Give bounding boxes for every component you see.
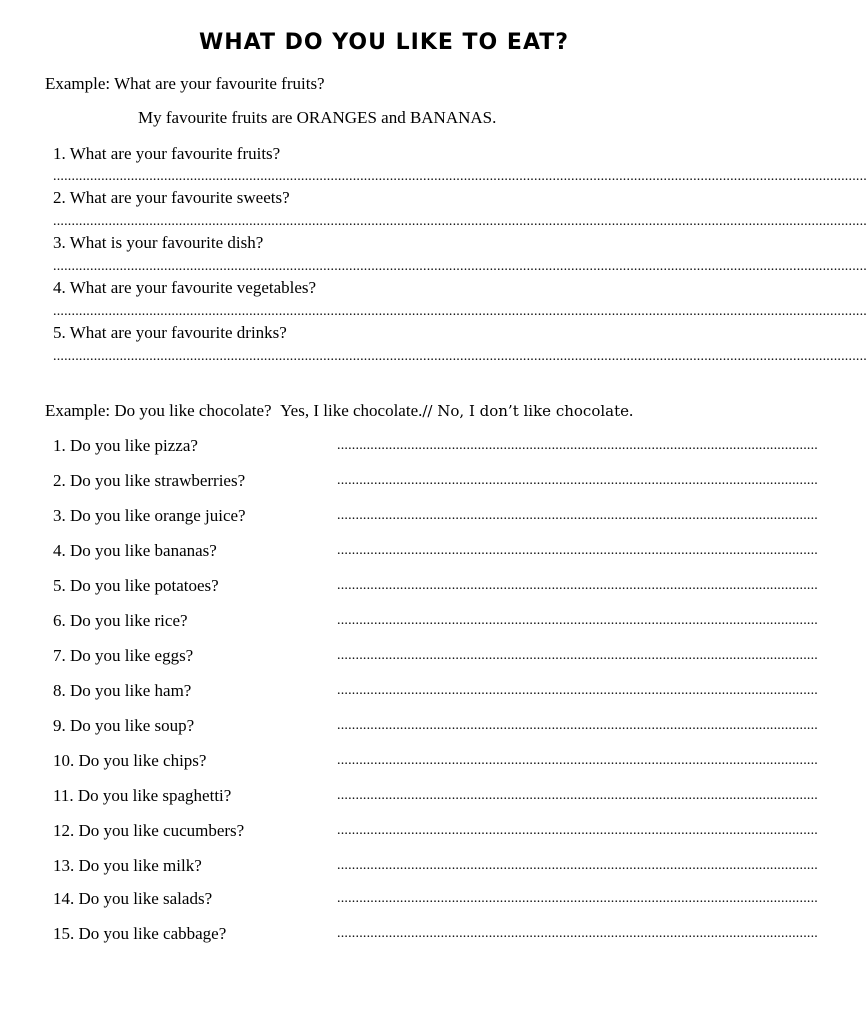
do-you-like-question: 12. Do you like cucumbers? [53, 821, 245, 840]
favourite-question: 4. What are your favourite vegetables? [53, 278, 317, 297]
do-you-like-question: 10. Do you like chips? [53, 751, 207, 770]
answer-line[interactable]: .................................................................................................................................. [337, 508, 818, 523]
answer-line[interactable]: .................................................................................................................................. [337, 718, 818, 733]
answer-line[interactable]: .................................................................................................................................. [337, 788, 818, 803]
answer-line[interactable]: .................................................................................................................................. [337, 753, 818, 768]
answer-line[interactable]: .................................................................................................................................. [337, 891, 818, 906]
example-yes-answer: Yes, I like chocolate. [280, 401, 423, 420]
do-you-like-question: 13. Do you like milk? [53, 856, 202, 875]
answer-line[interactable]: .................................................................................................................................. [337, 438, 818, 453]
do-you-like-question: 4. Do you like bananas? [53, 541, 217, 560]
answer-line[interactable]: .................................................................................................................................. [337, 578, 818, 593]
example-no-answer: No, I don’t like chocolate [432, 402, 629, 420]
do-you-like-question: 14. Do you like salads? [53, 889, 213, 908]
answer-line[interactable]: ............................................................................................................................................................................................................................ [53, 214, 867, 229]
answer-line[interactable]: .................................................................................................................................. [337, 648, 818, 663]
do-you-like-question: 8. Do you like ham? [53, 681, 192, 700]
do-you-like-question: 6. Do you like rice? [53, 611, 188, 630]
answer-line[interactable]: .................................................................................................................................. [337, 543, 818, 558]
answer-line[interactable]: .................................................................................................................................. [337, 858, 818, 873]
do-you-like-question: 1. Do you like pizza? [53, 436, 198, 455]
answer-line[interactable]: .................................................................................................................................. [337, 613, 818, 628]
favourite-question: 5. What are your favourite drinks? [53, 323, 287, 342]
do-you-like-question: 2. Do you like strawberries? [53, 471, 246, 490]
favourite-question: 2. What are your favourite sweets? [53, 188, 290, 207]
example-do-you-like: Example: Do you like chocolate? [45, 401, 272, 420]
do-you-like-question: 3. Do you like orange juice? [53, 506, 246, 525]
page-title: WHAT DO YOU LIKE TO EAT? [198, 30, 570, 55]
example-separator: // [422, 402, 433, 420]
do-you-like-question: 7. Do you like eggs? [53, 646, 194, 665]
answer-line[interactable]: ............................................................................................................................................................................................................................ [53, 349, 867, 364]
do-you-like-question: 5. Do you like potatoes? [53, 576, 219, 595]
do-you-like-question: 9. Do you like soup? [53, 716, 195, 735]
answer-line[interactable]: .................................................................................................................................. [337, 926, 818, 941]
example-question-1: Example: What are your favourite fruits? [45, 74, 325, 93]
do-you-like-question: 11. Do you like spaghetti? [53, 786, 232, 805]
favourite-question: 3. What is your favourite dish? [53, 233, 264, 252]
answer-line[interactable]: ............................................................................................................................................................................................................................ [53, 259, 867, 274]
answer-line[interactable]: .................................................................................................................................. [337, 473, 818, 488]
answer-line[interactable]: ............................................................................................................................................................................................................................ [53, 169, 867, 184]
answer-line[interactable]: .................................................................................................................................. [337, 823, 818, 838]
favourite-question: 1. What are your favourite fruits? [53, 144, 281, 163]
example-end: . [629, 401, 634, 420]
answer-line[interactable]: ............................................................................................................................................................................................................................ [53, 304, 867, 319]
example-question-2 [45, 401, 633, 421]
answer-line[interactable]: .................................................................................................................................. [337, 683, 818, 698]
do-you-like-question: 15. Do you like cabbage? [53, 924, 227, 943]
example-answer-1: My favourite fruits are ORANGES and BANANAS. [138, 108, 497, 127]
